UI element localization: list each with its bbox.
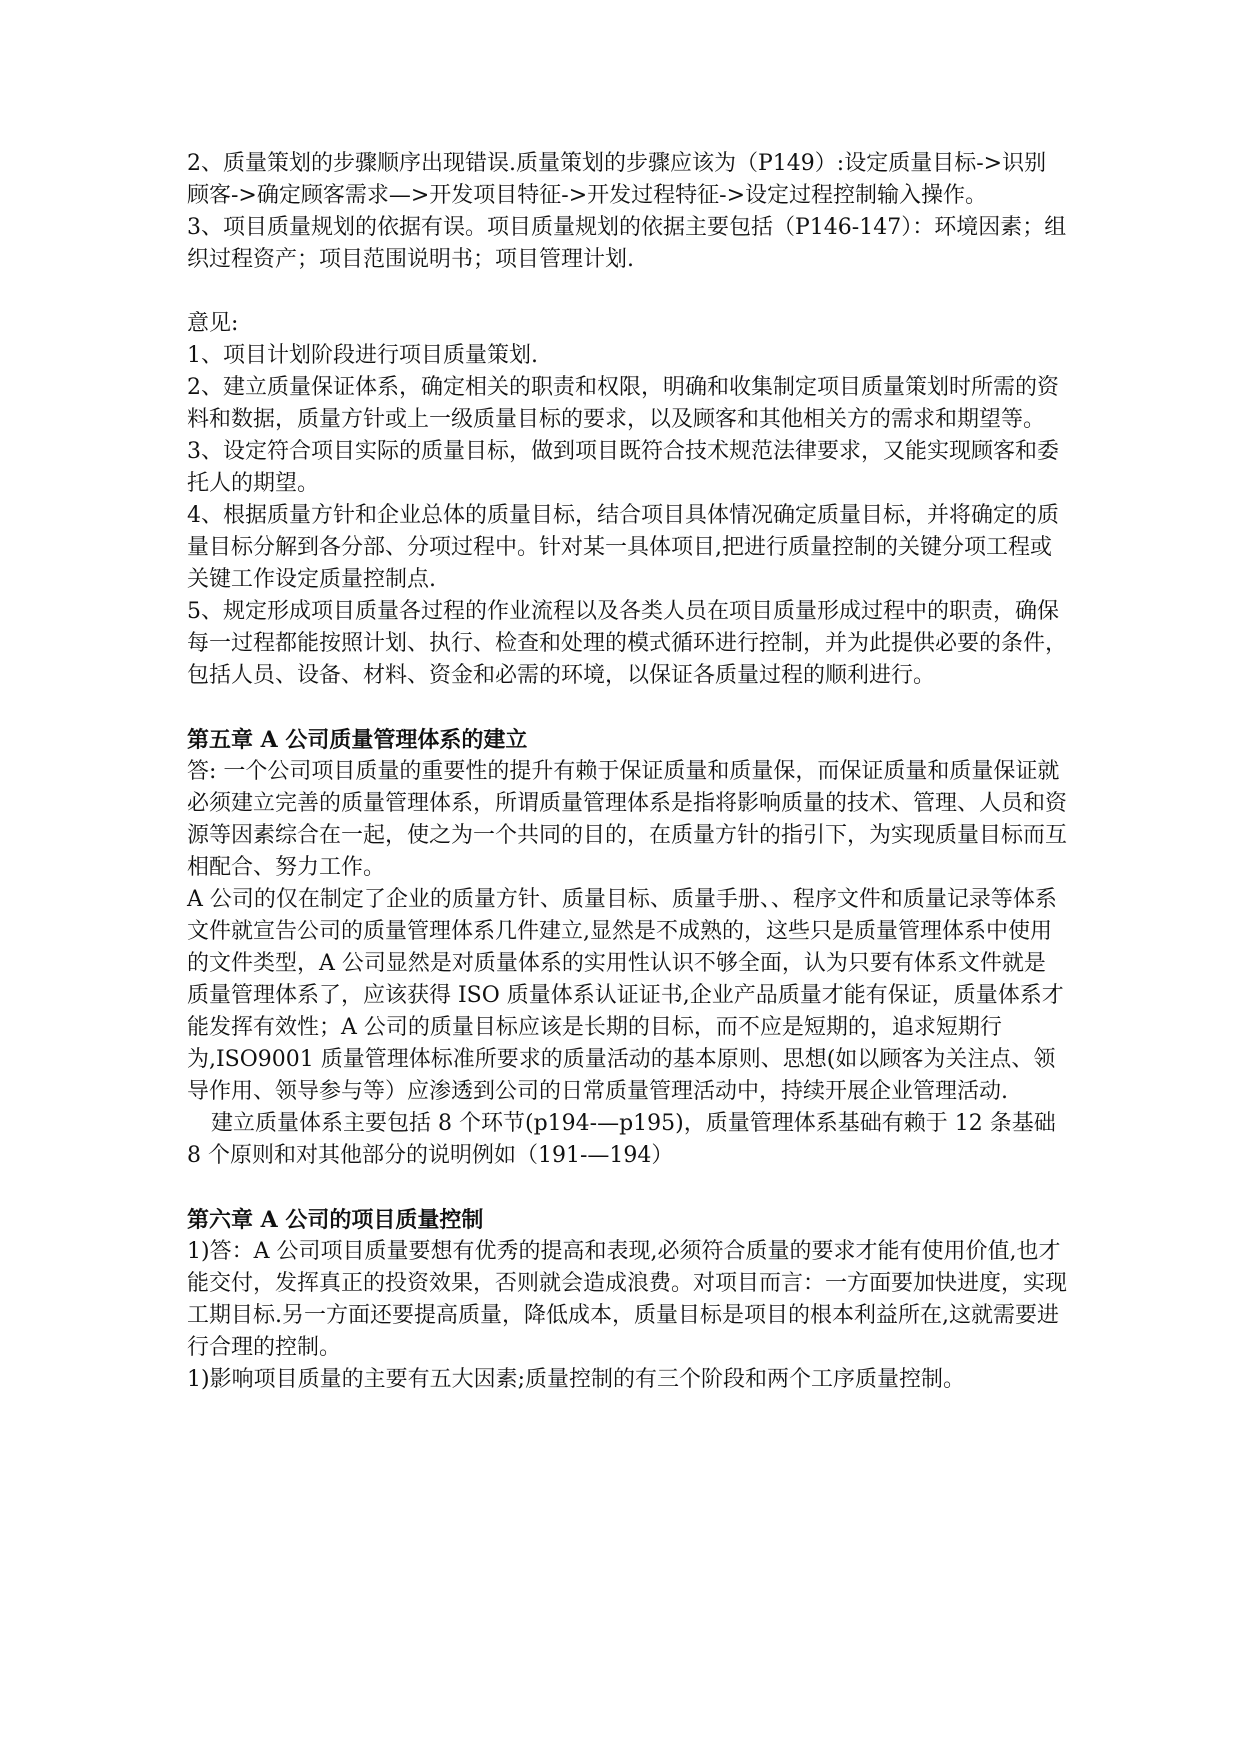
opinions-title: 意见:	[187, 311, 239, 336]
chapter-5-heading: 第五章 A 公司质量管理体系的建立	[187, 727, 528, 753]
spacer	[187, 276, 1067, 308]
chapter-5-system-elements: 建立质量体系主要包括 8 个环节(p194-—p195)，质量管理体系基础有赖于 12 条基础 8 个原则和对其他部分的说明例如（191-—194）	[187, 1111, 1056, 1168]
opinion-item-2: 2、建立质量保证体系，确定相关的职责和权限，明确和收集制定项目质量策划时所需的资料和数据，质量方针或上一级质量目标的要求，以及顾客和其他相关方的需求和期望等。	[187, 375, 1060, 432]
spacer	[187, 692, 1067, 724]
opinion-item-3: 3、设定符合项目实际的质量目标，做到项目既符合技术规范法律要求，又能实现顾客和委托人的期望。	[187, 439, 1060, 496]
opinion-item-4: 4、根据质量方针和企业总体的质量目标，结合项目具体情况确定质量目标，并将确定的质量目标分解到各分部、分项过程中。针对某一具体项目,把进行质量控制的关键分项工程或关键工作设定质量控制点.	[187, 503, 1060, 592]
chapter-6-heading: 第六章 A 公司的项目质量控制	[187, 1207, 484, 1233]
chapter-5-answer: 答: 一个公司项目质量的重要性的提升有赖于保证质量和质量保，而保证质量和质量保证就必须建立完善的质量管理体系，所谓质量管理体系是指将影响质量的技术、管理、人员和资源等因素综合在一起，使之为一个共同的目的，在质量方针的指引下，为实现质量目标而互相配合、努力工作。	[187, 759, 1068, 880]
paragraph-step-order-error: 2、质量策划的步骤顺序出现错误.质量策划的步骤应该为（P149）:设定质量目标->识别顾客->确定顾客需求—>开发项目特征->开发过程特征->设定过程控制输入操作。	[187, 151, 1047, 208]
chapter-6-factors: 1)影响项目质量的主要有五大因素;质量控制的有三个阶段和两个工序质量控制。	[187, 1367, 965, 1392]
paragraph-planning-basis-error: 3、项目质量规划的依据有误。项目质量规划的依据主要包括（P146-147）：环境因素；组织过程资产；项目范围说明书；项目管理计划.	[187, 215, 1067, 272]
opinion-item-5: 5、规定形成项目质量各过程的作业流程以及各类人员在项目质量形成过程中的职责，确保每一过程都能按照计划、执行、检查和处理的模式循环进行控制，并为此提供必要的条件，包括人员、设备、材料、资金和必需的环境，以保证各质量过程的顺利进行。	[187, 599, 1068, 688]
chapter-6-answer: 1)答：A 公司项目质量要想有优秀的提高和表现,必须符合质量的要求才能有使用价值,也才能交付，发挥真正的投资效果，否则就会造成浪费。对项目而言：一方面要加快进度，实现工期目标.另一方面还要提高质量，降低成本，质量目标是项目的根本利益所在,这就需要进行合理的控制。	[187, 1239, 1068, 1360]
opinion-item-1: 1、项目计划阶段进行项目质量策划.	[187, 343, 538, 368]
chapter-5-analysis: A 公司的仅在制定了企业的质量方针、质量目标、质量手册、、程序文件和质量记录等体系文件就宣告公司的质量管理体系几件建立,显然是不成熟的，这些只是质量管理体系中使用的文件类型，A 公司显然是对质量体系的实用性认识不够全面，认为只要有体系文件就是质量管理体系了，应该获得 ISO 质量体系认证证书,企业产品质量才能有保证，质量体系才能发挥有效性；A 公司的质量目标应该是长期的目标，而不应是短期的，追求短期行为,ISO9001 质量管理体标准所要求的质量活动的基本原则、思想(如以顾客为关注点、领导作用、领导参与等）应渗透到公司的日常质量管理活动中，持续开展企业管理活动.	[187, 887, 1064, 1104]
document-page	[187, 148, 1067, 1396]
spacer	[187, 1172, 1067, 1204]
